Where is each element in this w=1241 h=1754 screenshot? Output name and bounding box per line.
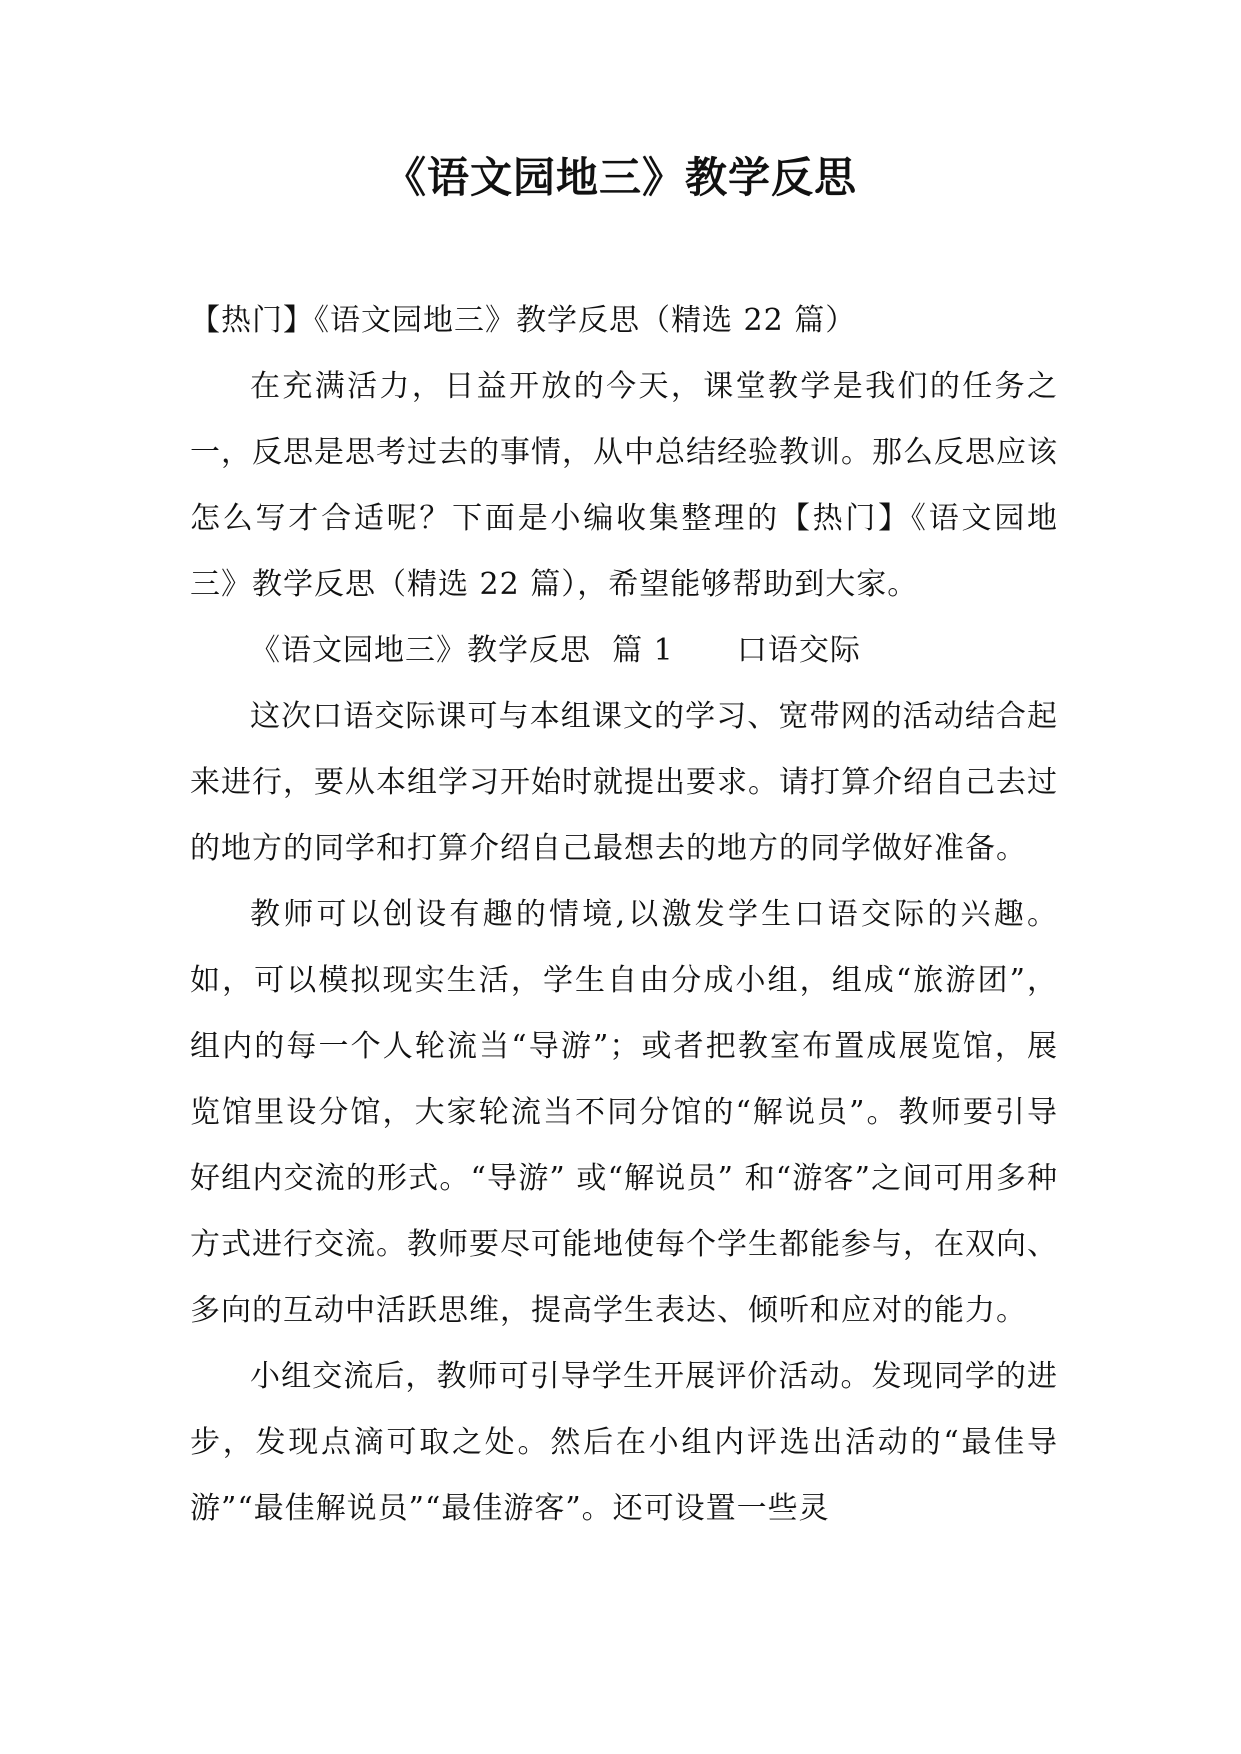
lead-line: 【热门】《语文园地三》教学反思（精选 22 篇） bbox=[190, 303, 857, 338]
section-heading: 《语文园地三》教学反思 篇 1 口语交际 bbox=[250, 633, 861, 668]
body-paragraph: 这次口语交际课可与本组课文的学习、宽带网的活动结合起来进行，要从本组学习开始时就提出要求。请打算介绍自己去过的地方的同学和打算介绍自己最想去的地方的同学做好准备。 bbox=[190, 699, 1058, 866]
document-title: 《语文园地三》教学反思 bbox=[383, 153, 857, 202]
intro-paragraph: 在充满活力，日益开放的今天，课堂教学是我们的任务之一，反思是思考过去的事情，从中总结经验教训。那么反思应该怎么写才合适呢？下面是小编收集整理的【热门】《语文园地三》教学反思（精选 22 篇），希望能够帮助到大家。 bbox=[190, 369, 1058, 602]
document-body bbox=[190, 288, 1058, 1542]
body-paragraph: 教师可以创设有趣的情境,以激发学生口语交际的兴趣。如，可以模拟现实生活，学生自由分成小组，组成“旅游团”，组内的每一个人轮流当“导游”；或者把教室布置成展览馆，展览馆里设分馆，大家轮流当不同分馆的“解说员”。教师要引导好组内交流的形式。“导游” 或“解说员” 和“游客”之间可用多种方式进行交流。教师要尽可能地使每个学生都能参与，在双向、多向的互动中活跃思维，提高学生表达、倾听和应对的能力。 bbox=[190, 897, 1058, 1328]
body-paragraph: 小组交流后，教师可引导学生开展评价活动。发现同学的进步，发现点滴可取之处。然后在小组内评选出活动的“最佳导游”“最佳解说员”“最佳游客”。还可设置一些灵 bbox=[190, 1359, 1058, 1526]
